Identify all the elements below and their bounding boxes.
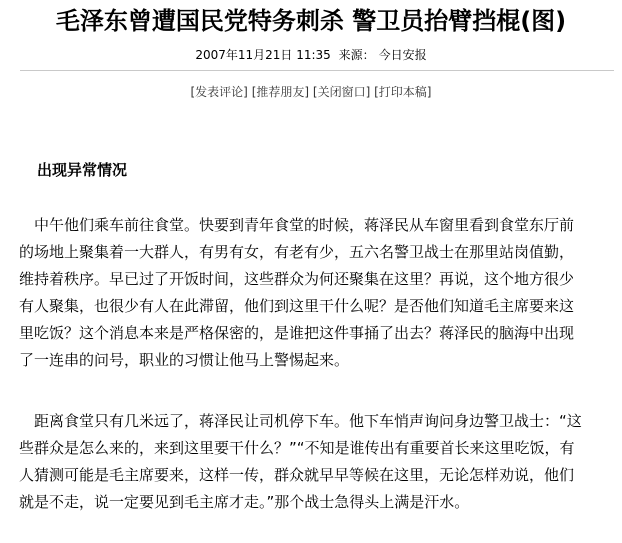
article-title: 毛泽东曾遭国民党特务刺杀 警卫员抬臂挡棍(图) xyxy=(55,7,567,35)
article-source-label: 来源： xyxy=(338,48,375,62)
recommend-friend-link[interactable]: [推荐朋友] xyxy=(251,85,310,99)
paragraph-line: 维持着秩序。早已过了开饭时间，这些群众为何还聚集在这里？再说，这个地方很少 xyxy=(19,270,575,288)
paragraph-2 xyxy=(19,408,615,516)
print-article-link[interactable]: [打印本稿] xyxy=(374,85,432,99)
article-meta xyxy=(0,46,622,64)
paragraph-line: 些群众是怎么来的，来到这里要干什么？”“不知是谁传出有重要首长来这里吃饭，有 xyxy=(19,439,575,457)
close-window-link[interactable]: [关闭窗口] xyxy=(312,85,371,99)
article-actions xyxy=(0,83,622,101)
paragraph-line: 了一连串的问号，职业的习惯让他马上警惕起来。 xyxy=(19,351,350,369)
paragraph-line: 就是不走，说一定要见到毛主席才走。”那个战士急得头上满是汗水。 xyxy=(19,493,470,511)
paragraph-1 xyxy=(19,212,615,374)
paragraph-line: 的场地上聚集着一大群人，有男有女，有老有少，五六名警卫战士在那里站岗值勤， xyxy=(19,243,575,261)
paragraph-line: 里吃饭？这个消息本来是严格保密的，是谁把这件事捅了出去？蒋泽民的脑海中出现 xyxy=(19,324,575,342)
paragraph-line: 有人聚集，也很少有人在此滞留，他们到这里干什么呢？是否他们知道毛主席要来这 xyxy=(19,297,575,315)
post-comment-link[interactable]: [发表评论] xyxy=(190,85,248,99)
section-heading: 出现异常情况 xyxy=(37,161,128,179)
paragraph-line: 距离食堂只有几米远了，蒋泽民让司机停下车。他下车悄声询问身边警卫战士：“这 xyxy=(19,412,582,430)
article-date: 2007年11月21日 11:35 xyxy=(195,48,331,62)
article-source: 今日安报 xyxy=(378,48,427,62)
paragraph-line: 人猜测可能是毛主席要来，这样一传，群众就早早等候在这里，无论怎样劝说，他们 xyxy=(19,466,575,484)
divider xyxy=(20,70,614,71)
paragraph-line: 中午他们乘车前往食堂。快要到青年食堂的时候，蒋泽民从车窗里看到食堂东厅前 xyxy=(19,216,575,234)
